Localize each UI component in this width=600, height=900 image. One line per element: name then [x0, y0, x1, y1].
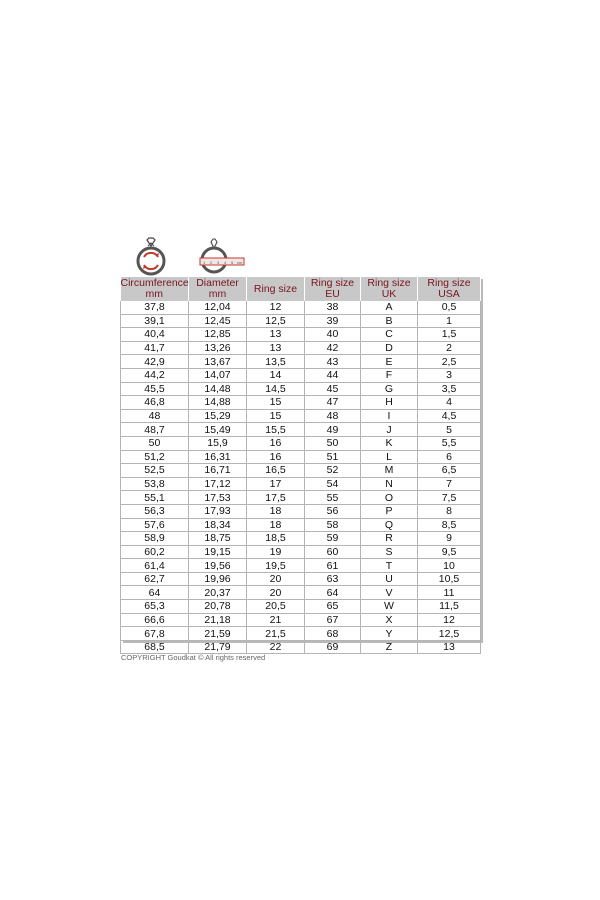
copyright-notice: COPYRIGHT Goudkat © All rights reserved	[121, 653, 266, 662]
ring-size-uk-cell: A	[361, 301, 418, 314]
diameter-cell: 12,85	[189, 328, 247, 342]
ring-size-uk-cell: K	[361, 436, 418, 450]
header-ring-size-eu: Ring size EU	[305, 277, 361, 301]
circumference-cell: 62,7	[121, 572, 189, 586]
table-row	[121, 464, 481, 478]
ring-size-uk-cell: H	[361, 396, 418, 410]
ring-size-eu-cell: 65	[305, 600, 361, 614]
ring-size-uk-cell: B	[361, 314, 418, 328]
ring-size-eu-cell: 44	[305, 368, 361, 382]
ring-size-cell: 12	[247, 301, 305, 314]
table-row	[121, 600, 481, 614]
ring-size-eu-cell: 59	[305, 532, 361, 546]
ring-size-cell: 19,5	[247, 559, 305, 573]
table-row	[121, 382, 481, 396]
ring-size-cell: 16,5	[247, 464, 305, 478]
header-ring-size-uk: Ring size UK	[361, 277, 418, 301]
circumference-cell: 53,8	[121, 477, 189, 491]
ring-size-usa-cell: 2	[418, 341, 481, 355]
diameter-cell: 14,48	[189, 382, 247, 396]
ring-circumference-icon	[134, 236, 168, 276]
header-ring-size: Ring size	[247, 277, 305, 301]
ring-size-uk-cell: X	[361, 613, 418, 627]
ring-size-eu-cell: 40	[305, 328, 361, 342]
circumference-cell: 40,4	[121, 328, 189, 342]
table-body	[121, 301, 481, 654]
diameter-cell: 12,04	[189, 301, 247, 314]
ring-size-uk-cell: T	[361, 559, 418, 573]
circumference-cell: 58,9	[121, 532, 189, 546]
ruler-mark-cm: cm	[237, 260, 243, 265]
ring-size-table	[120, 277, 481, 654]
ring-size-usa-cell: 12	[418, 613, 481, 627]
ring-size-cell: 17,5	[247, 491, 305, 505]
ring-size-cell: 21	[247, 613, 305, 627]
ring-size-uk-cell: S	[361, 545, 418, 559]
table-row	[121, 627, 481, 641]
circumference-cell: 52,5	[121, 464, 189, 478]
ring-size-cell: 14,5	[247, 382, 305, 396]
diameter-cell: 20,78	[189, 600, 247, 614]
ring-size-usa-cell: 6,5	[418, 464, 481, 478]
diameter-cell: 15,9	[189, 436, 247, 450]
table-row	[121, 450, 481, 464]
diameter-cell: 15,29	[189, 409, 247, 423]
circumference-cell: 48	[121, 409, 189, 423]
ring-size-uk-cell: C	[361, 328, 418, 342]
ring-size-eu-cell: 52	[305, 464, 361, 478]
header-circumference: Circumference mm	[120, 277, 189, 300]
table-row	[121, 341, 481, 355]
circumference-cell: 56,3	[121, 504, 189, 518]
diameter-cell: 21,18	[189, 613, 247, 627]
ring-size-eu-cell: 47	[305, 396, 361, 410]
ring-size-uk-cell: L	[361, 450, 418, 464]
diameter-cell: 18,34	[189, 518, 247, 532]
circumference-cell: 45,5	[121, 382, 189, 396]
ring-size-eu-cell: 43	[305, 355, 361, 369]
ring-size-usa-cell: 12,5	[418, 627, 481, 641]
ring-size-uk-cell: R	[361, 532, 418, 546]
ring-size-eu-cell: 39	[305, 314, 361, 328]
table-row	[121, 301, 481, 314]
circumference-cell: 61,4	[121, 559, 189, 573]
diameter-cell: 12,45	[189, 314, 247, 328]
ruler-mark-5: 5	[231, 260, 234, 265]
table-row	[121, 532, 481, 546]
table-row	[121, 368, 481, 382]
table-row	[121, 328, 481, 342]
ring-size-uk-cell: I	[361, 409, 418, 423]
ring-size-usa-cell: 5,5	[418, 436, 481, 450]
ring-size-uk-cell: D	[361, 341, 418, 355]
ring-size-usa-cell: 7,5	[418, 491, 481, 505]
table-row	[121, 586, 481, 600]
ruler-mark-4: 4	[224, 260, 227, 265]
ring-size-uk-cell: M	[361, 464, 418, 478]
diameter-cell: 17,53	[189, 491, 247, 505]
ring-size-eu-cell: 68	[305, 627, 361, 641]
ring-size-usa-cell: 7	[418, 477, 481, 491]
ring-size-cell: 21,5	[247, 627, 305, 641]
ring-size-cell: 13	[247, 341, 305, 355]
ring-size-cell: 15,5	[247, 423, 305, 437]
ring-size-usa-cell: 9	[418, 532, 481, 546]
circumference-cell: 41,7	[121, 341, 189, 355]
ring-size-cell: 22	[247, 640, 305, 654]
circumference-cell: 51,2	[121, 450, 189, 464]
ring-size-cell: 17	[247, 477, 305, 491]
ring-size-cell: 18,5	[247, 532, 305, 546]
circumference-cell: 50	[121, 436, 189, 450]
ring-size-eu-cell: 58	[305, 518, 361, 532]
diameter-cell: 17,93	[189, 504, 247, 518]
ring-size-cell: 20,5	[247, 600, 305, 614]
table-row	[121, 545, 481, 559]
table-row	[121, 355, 481, 369]
ring-size-usa-cell: 11,5	[418, 600, 481, 614]
ruler-mark-3: 3	[217, 260, 220, 265]
diameter-cell: 14,07	[189, 368, 247, 382]
ring-size-usa-cell: 11	[418, 586, 481, 600]
circumference-cell: 65,3	[121, 600, 189, 614]
ring-size-usa-cell: 3,5	[418, 382, 481, 396]
ring-size-eu-cell: 67	[305, 613, 361, 627]
ring-size-uk-cell: Q	[361, 518, 418, 532]
ring-size-usa-cell: 5	[418, 423, 481, 437]
ring-size-cell: 20	[247, 586, 305, 600]
diameter-cell: 19,96	[189, 572, 247, 586]
circumference-cell: 48,7	[121, 423, 189, 437]
ring-size-cell: 15	[247, 409, 305, 423]
diameter-cell: 21,59	[189, 627, 247, 641]
ring-size-uk-cell: G	[361, 382, 418, 396]
circumference-cell: 44,2	[121, 368, 189, 382]
ring-size-uk-cell: U	[361, 572, 418, 586]
table-row	[121, 314, 481, 328]
ring-size-cell: 13,5	[247, 355, 305, 369]
ring-size-usa-cell: 1,5	[418, 328, 481, 342]
diameter-cell: 16,31	[189, 450, 247, 464]
circumference-cell: 55,1	[121, 491, 189, 505]
ring-size-eu-cell: 42	[305, 341, 361, 355]
diameter-cell: 15,49	[189, 423, 247, 437]
ring-size-eu-cell: 51	[305, 450, 361, 464]
ring-size-cell: 20	[247, 572, 305, 586]
ring-size-eu-cell: 49	[305, 423, 361, 437]
ring-size-cell: 18	[247, 504, 305, 518]
ring-size-cell: 13	[247, 328, 305, 342]
ring-size-uk-cell: Y	[361, 627, 418, 641]
table-header	[121, 277, 481, 301]
table-row	[121, 436, 481, 450]
ring-size-eu-cell: 61	[305, 559, 361, 573]
header-diameter: Diameter mm	[189, 277, 247, 301]
ring-size-eu-cell: 55	[305, 491, 361, 505]
ring-size-eu-cell: 38	[305, 301, 361, 314]
ring-size-usa-cell: 2,5	[418, 355, 481, 369]
circumference-cell: 42,9	[121, 355, 189, 369]
ring-size-eu-cell: 60	[305, 545, 361, 559]
ring-size-usa-cell: 8,5	[418, 518, 481, 532]
ring-size-cell: 16	[247, 436, 305, 450]
table-row	[121, 409, 481, 423]
diameter-cell: 19,56	[189, 559, 247, 573]
circumference-cell: 57,6	[121, 518, 189, 532]
ring-size-eu-cell: 63	[305, 572, 361, 586]
ring-size-usa-cell: 10,5	[418, 572, 481, 586]
table-row	[121, 491, 481, 505]
diameter-cell: 14,88	[189, 396, 247, 410]
circumference-cell: 66,6	[121, 613, 189, 627]
table-row	[121, 613, 481, 627]
ring-size-uk-cell: Z	[361, 640, 418, 654]
diameter-cell: 13,26	[189, 341, 247, 355]
table-row	[121, 396, 481, 410]
ring-size-cell: 15	[247, 396, 305, 410]
ring-size-table-container	[120, 277, 480, 654]
ruler-mark-2: 2	[210, 260, 213, 265]
table-row	[121, 572, 481, 586]
ring-size-uk-cell: W	[361, 600, 418, 614]
ring-size-usa-cell: 6	[418, 450, 481, 464]
ring-size-cell: 16	[247, 450, 305, 464]
ring-size-usa-cell: 13	[418, 640, 481, 654]
ring-size-uk-cell: O	[361, 491, 418, 505]
ring-size-cell: 14	[247, 368, 305, 382]
circumference-cell: 67,8	[121, 627, 189, 641]
ring-size-uk-cell: J	[361, 423, 418, 437]
diameter-cell: 21,79	[189, 640, 247, 654]
diameter-cell: 19,15	[189, 545, 247, 559]
ring-size-usa-cell: 4	[418, 396, 481, 410]
ring-diameter-icon	[196, 234, 248, 274]
ring-size-usa-cell: 9,5	[418, 545, 481, 559]
table-row	[121, 477, 481, 491]
ring-size-uk-cell: F	[361, 368, 418, 382]
ring-size-eu-cell: 48	[305, 409, 361, 423]
diameter-cell: 20,37	[189, 586, 247, 600]
ring-size-uk-cell: N	[361, 477, 418, 491]
ring-size-uk-cell: P	[361, 504, 418, 518]
circumference-cell: 60,2	[121, 545, 189, 559]
ring-size-uk-cell: V	[361, 586, 418, 600]
ring-size-cell: 18	[247, 518, 305, 532]
ring-size-eu-cell: 69	[305, 640, 361, 654]
circumference-cell: 39,1	[121, 314, 189, 328]
table-row	[121, 559, 481, 573]
diameter-cell: 17,12	[189, 477, 247, 491]
ring-size-eu-cell: 54	[305, 477, 361, 491]
circumference-cell: 46,8	[121, 396, 189, 410]
ring-size-cell: 12,5	[247, 314, 305, 328]
ring-size-usa-cell: 3	[418, 368, 481, 382]
ring-size-usa-cell: 10	[418, 559, 481, 573]
ring-size-eu-cell: 56	[305, 504, 361, 518]
diameter-cell: 16,71	[189, 464, 247, 478]
diameter-cell: 18,75	[189, 532, 247, 546]
circumference-cell: 68,5	[121, 640, 189, 654]
circumference-cell: 37,8	[121, 301, 189, 314]
ring-size-eu-cell: 64	[305, 586, 361, 600]
circumference-cell: 64	[121, 586, 189, 600]
ring-size-cell: 19	[247, 545, 305, 559]
table-row	[121, 423, 481, 437]
table-row	[121, 518, 481, 532]
table-row	[121, 504, 481, 518]
ruler-mark-1: 1	[203, 260, 206, 265]
diameter-cell: 13,67	[189, 355, 247, 369]
ring-size-eu-cell: 50	[305, 436, 361, 450]
header-ring-size-usa: Ring size USA	[418, 277, 481, 301]
table-row	[121, 640, 481, 654]
ring-size-usa-cell: 4,5	[418, 409, 481, 423]
ring-size-usa-cell: 0,5	[418, 301, 481, 314]
ring-size-eu-cell: 45	[305, 382, 361, 396]
ring-size-usa-cell: 1	[418, 314, 481, 328]
ring-size-usa-cell: 8	[418, 504, 481, 518]
ring-size-uk-cell: E	[361, 355, 418, 369]
